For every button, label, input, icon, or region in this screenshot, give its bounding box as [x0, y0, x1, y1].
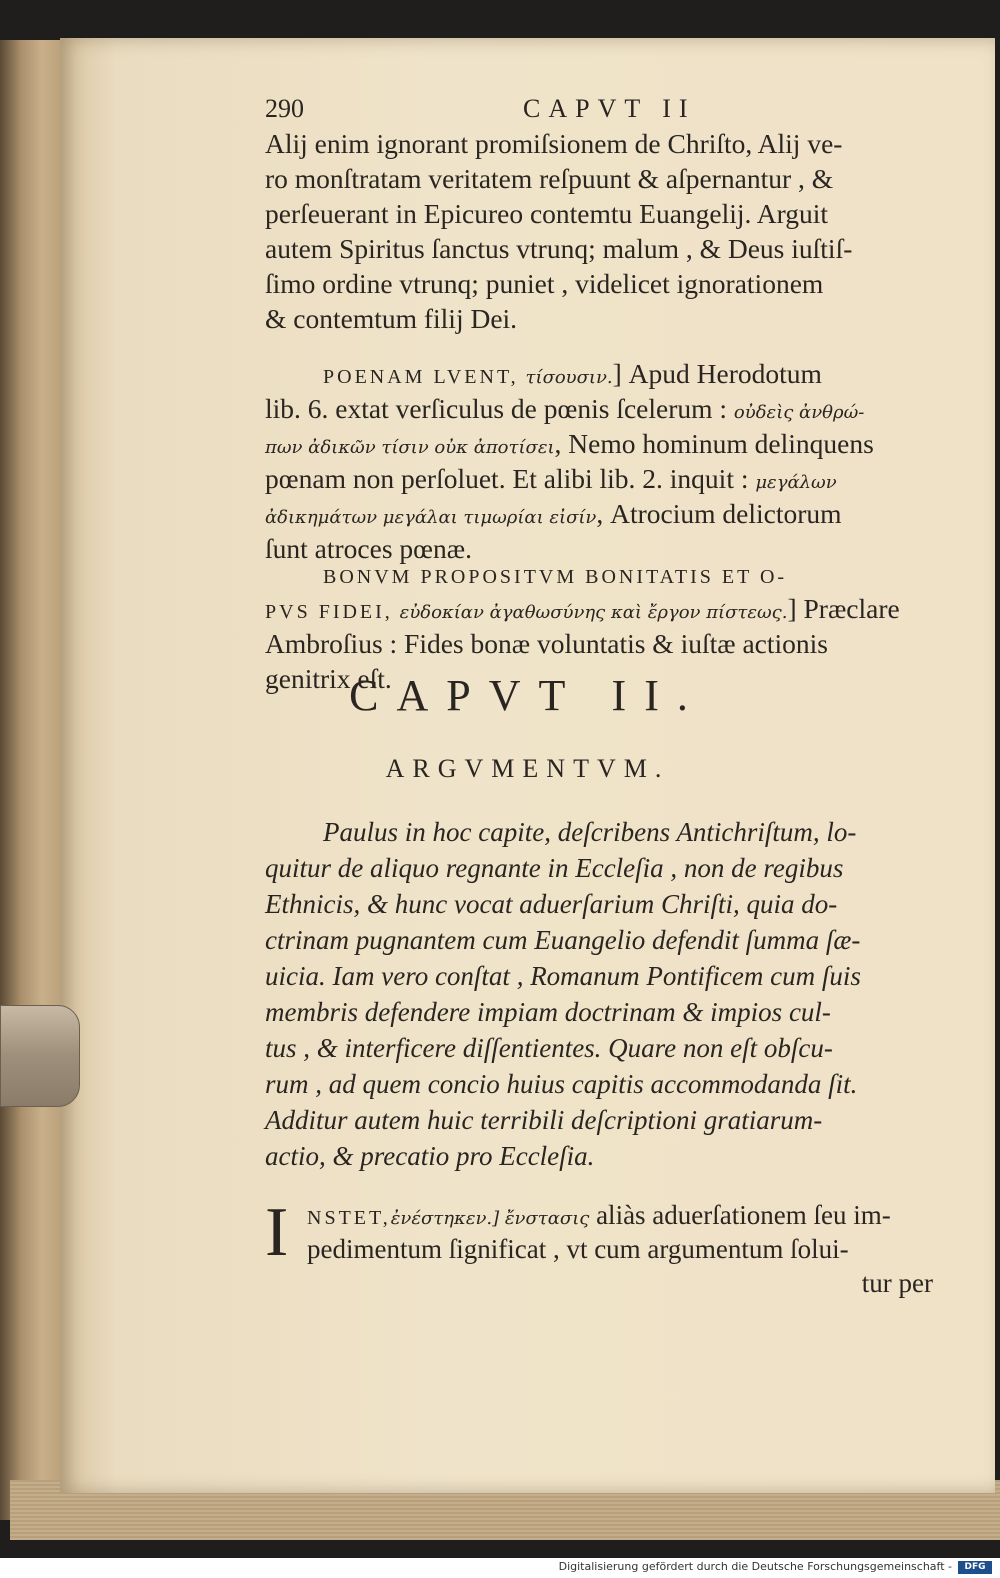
text-line	[265, 1198, 955, 1232]
lemma: BONVM PROPOSITVM BONITATIS ET O-	[323, 566, 788, 588]
paragraph-4	[265, 1194, 955, 1300]
lemma: PVS FIDEI,	[265, 601, 393, 623]
text-line: quitur de aliquo regnante in Eccleſia , non de regibus	[265, 853, 844, 883]
lemma: POENAM LVENT,	[323, 366, 519, 388]
text-line	[265, 391, 945, 426]
text-line: perſeuerant in Epicureo contemtu Euangelij. Arguit	[265, 198, 829, 229]
text-line: actio, & precatio pro Eccleſia.	[265, 1141, 595, 1171]
paragraph-1	[265, 126, 945, 336]
footer-bar	[0, 1558, 1000, 1578]
text-line	[265, 496, 945, 531]
text-line: tus , & interficere diſſentientes. Quare non eſt obſcu-	[265, 1033, 833, 1063]
text-line: rum , ad quem concio huius capitis accommodanda ſit.	[265, 1069, 858, 1099]
text-line: ſunt atroces pœnæ.	[265, 533, 472, 564]
text-line	[265, 556, 945, 591]
text-line	[265, 461, 945, 496]
text-line: ctrinam pugnantem cum Euangelio defendit ſumma ſæ-	[265, 925, 861, 955]
text-fragment: lib. 6. extat verſiculus de pœnis ſcelerum :	[265, 393, 728, 424]
greek-text: οὐδεὶς ἀνθρώ-	[733, 402, 865, 423]
text-line: membris defendere impiam doctrinam & impios cul-	[265, 997, 831, 1027]
text-line: genitrix eſt.	[265, 663, 392, 694]
greek-text: ἐνέστηκεν.	[390, 1208, 493, 1229]
text-line: Ambroſius : Fides bonæ voluntatis & iuſtæ actionis	[265, 628, 828, 659]
text-line: Paulus in hoc capite, deſcribens Antichriſtum, lo-	[323, 817, 857, 847]
greek-text: εὐδοκίαν ἀγαθωσύνης καὶ ἔργον πίστεως.	[399, 602, 788, 623]
argument-summary	[265, 814, 955, 1174]
funding-notice: Digitalisierung gefördert durch die Deutsche Forschungsgemeinschaft -	[558, 1560, 952, 1573]
text-fragment: aliàs aduerſationem ſeu im-	[596, 1200, 891, 1230]
greek-text: ] ἔνστασις	[492, 1208, 590, 1229]
text-fragment: , Atrocium delictorum	[596, 498, 842, 529]
text-line: ſimo ordine vtrunq; puniet , videlicet ignorationem	[265, 268, 824, 299]
text-line: & contemtum filij Dei.	[265, 303, 518, 334]
text-line: pedimentum ſignificat , vt cum argumentum ſolui-	[307, 1234, 849, 1264]
text-fragment: pœnam non perſoluet. Et alibi lib. 2. inquit :	[265, 463, 749, 494]
text-line: autem Spiritus ſanctus vtrunq; malum , & Deus iuſtiſ-	[265, 233, 853, 264]
text-line	[265, 426, 945, 461]
text-fragment: ] Præclare	[787, 593, 900, 624]
text-line: uicia. Iam vero conſtat , Romanum Pontificem cum ſuis	[265, 961, 861, 991]
book-clasp	[0, 1005, 80, 1107]
text-fragment: , Nemo hominum delinquens	[554, 428, 874, 459]
running-title: CAPVT II	[523, 94, 696, 123]
greek-text: πων ἀδικῶν τίσιν οὐκ ἀποτίσει	[265, 437, 555, 458]
catchword: tur per	[861, 1268, 933, 1298]
text-line: Ethnicis, & hunc vocat aduerſarium Chriſti, quia do-	[265, 889, 838, 919]
text-line	[265, 591, 945, 626]
text-line: Alij enim ignorant promiſsionem de Chriſto, Alij ve-	[265, 128, 843, 159]
text-fragment: ] Apud Herodotum	[612, 358, 822, 389]
running-head	[265, 94, 935, 124]
greek-text: μεγάλων	[755, 472, 837, 493]
text-line	[265, 356, 945, 391]
argument-heading: ARGVMENTVM.	[385, 754, 670, 783]
drop-cap: I	[265, 1194, 289, 1271]
greek-text: τίσουσιν.	[525, 367, 613, 388]
greek-text: ἀδικημάτων μεγάλαι τιμωρίαι εἰσίν	[265, 507, 597, 528]
chapter-heading: CAPVT II.	[349, 671, 706, 720]
text-line: ro monſtratam veritatem reſpuunt & aſpernantur , &	[265, 163, 834, 194]
text-line: Additur autem huic terribili deſcriptioni gratiarum-	[265, 1105, 823, 1135]
lemma: NSTET,	[307, 1207, 391, 1229]
book-page	[60, 38, 995, 1493]
page-number: 290	[265, 94, 304, 123]
dfg-logo: DFG	[958, 1561, 992, 1574]
paragraph-2	[265, 356, 945, 566]
